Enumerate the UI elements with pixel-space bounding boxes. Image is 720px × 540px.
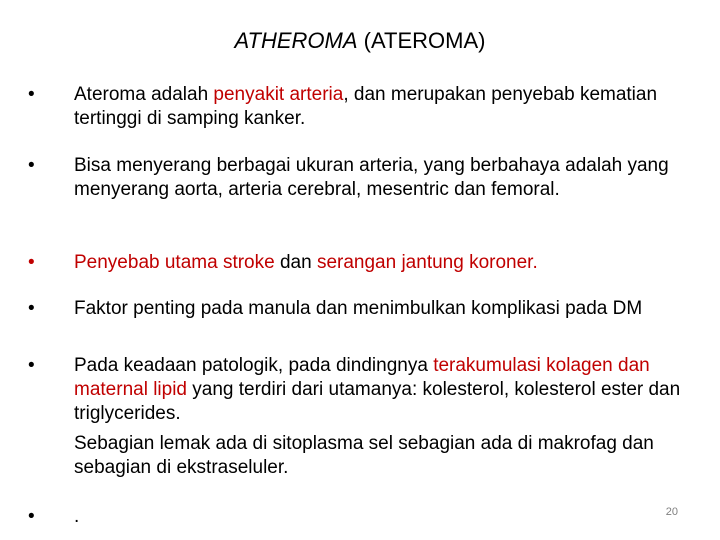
bullet-text-part: dan: [274, 252, 317, 273]
bullet-text: [74, 251, 688, 275]
bullet-text: [74, 83, 688, 131]
bullet-text-part: yang terdiri dari utamanya: kolesterol, kolesterol ester dan triglycerides.: [74, 379, 681, 424]
bullet-text: [74, 297, 688, 321]
bullet-highlight: terakumulasi kolagen dan maternal lipid: [74, 355, 650, 400]
title-sub: (ATEROMA): [363, 28, 486, 53]
bullet-highlight: .: [532, 252, 538, 273]
bullet-text-part: Pada keadaan patologik, pada dindingnya: [74, 355, 434, 376]
page-number: 20: [665, 506, 678, 518]
bullet-dot: •: [28, 355, 35, 376]
bullet-dot: •: [28, 298, 35, 319]
bullet-dot: •: [28, 252, 35, 273]
bullet-text: [74, 505, 688, 529]
bullet-text-part: Faktor penting pada manula dan menimbulkan komplikasi pada DM: [74, 298, 643, 319]
bullet-text-part: .: [300, 108, 306, 129]
bullet-continuation: Sebagian lemak ada di sitoplasma sel sebagian ada di makrofag dan sebagian di ekstraseluler.: [74, 433, 654, 478]
bullet-item-1: [28, 83, 688, 131]
bullet-dot: •: [28, 155, 35, 176]
bullet-text-part: .: [74, 506, 80, 527]
bullet-text-part: , dan merupakan penyebab kematian tertinggi di samping kanker: [74, 84, 658, 129]
bullet-highlight: Penyebab utama stroke: [74, 252, 275, 273]
bullet-item-3: [28, 251, 688, 275]
bullet-item-2: [28, 154, 688, 202]
bullet-item-4: [28, 297, 688, 321]
title-main: ATHEROMA: [234, 28, 358, 53]
bullet-text: [74, 154, 688, 202]
bullet-highlight: serangan jantung koroner: [316, 252, 533, 273]
bullet-text-part: Ateroma adalah: [74, 84, 214, 105]
bullet-text-part: Bisa menyerang berbagai ukuran arteria, yang berbahaya adalah yang menyerang aorta, arteria cerebral, mesentric dan femoral.: [74, 155, 669, 200]
bullet-dot: •: [28, 84, 35, 105]
slide-title: [0, 26, 720, 56]
bullet-highlight: penyakit arteria: [213, 84, 344, 105]
bullet-item-5: [28, 354, 688, 480]
bullet-dot: •: [28, 506, 35, 527]
bullet-item-6: [28, 505, 688, 529]
bullet-text: [74, 354, 688, 480]
